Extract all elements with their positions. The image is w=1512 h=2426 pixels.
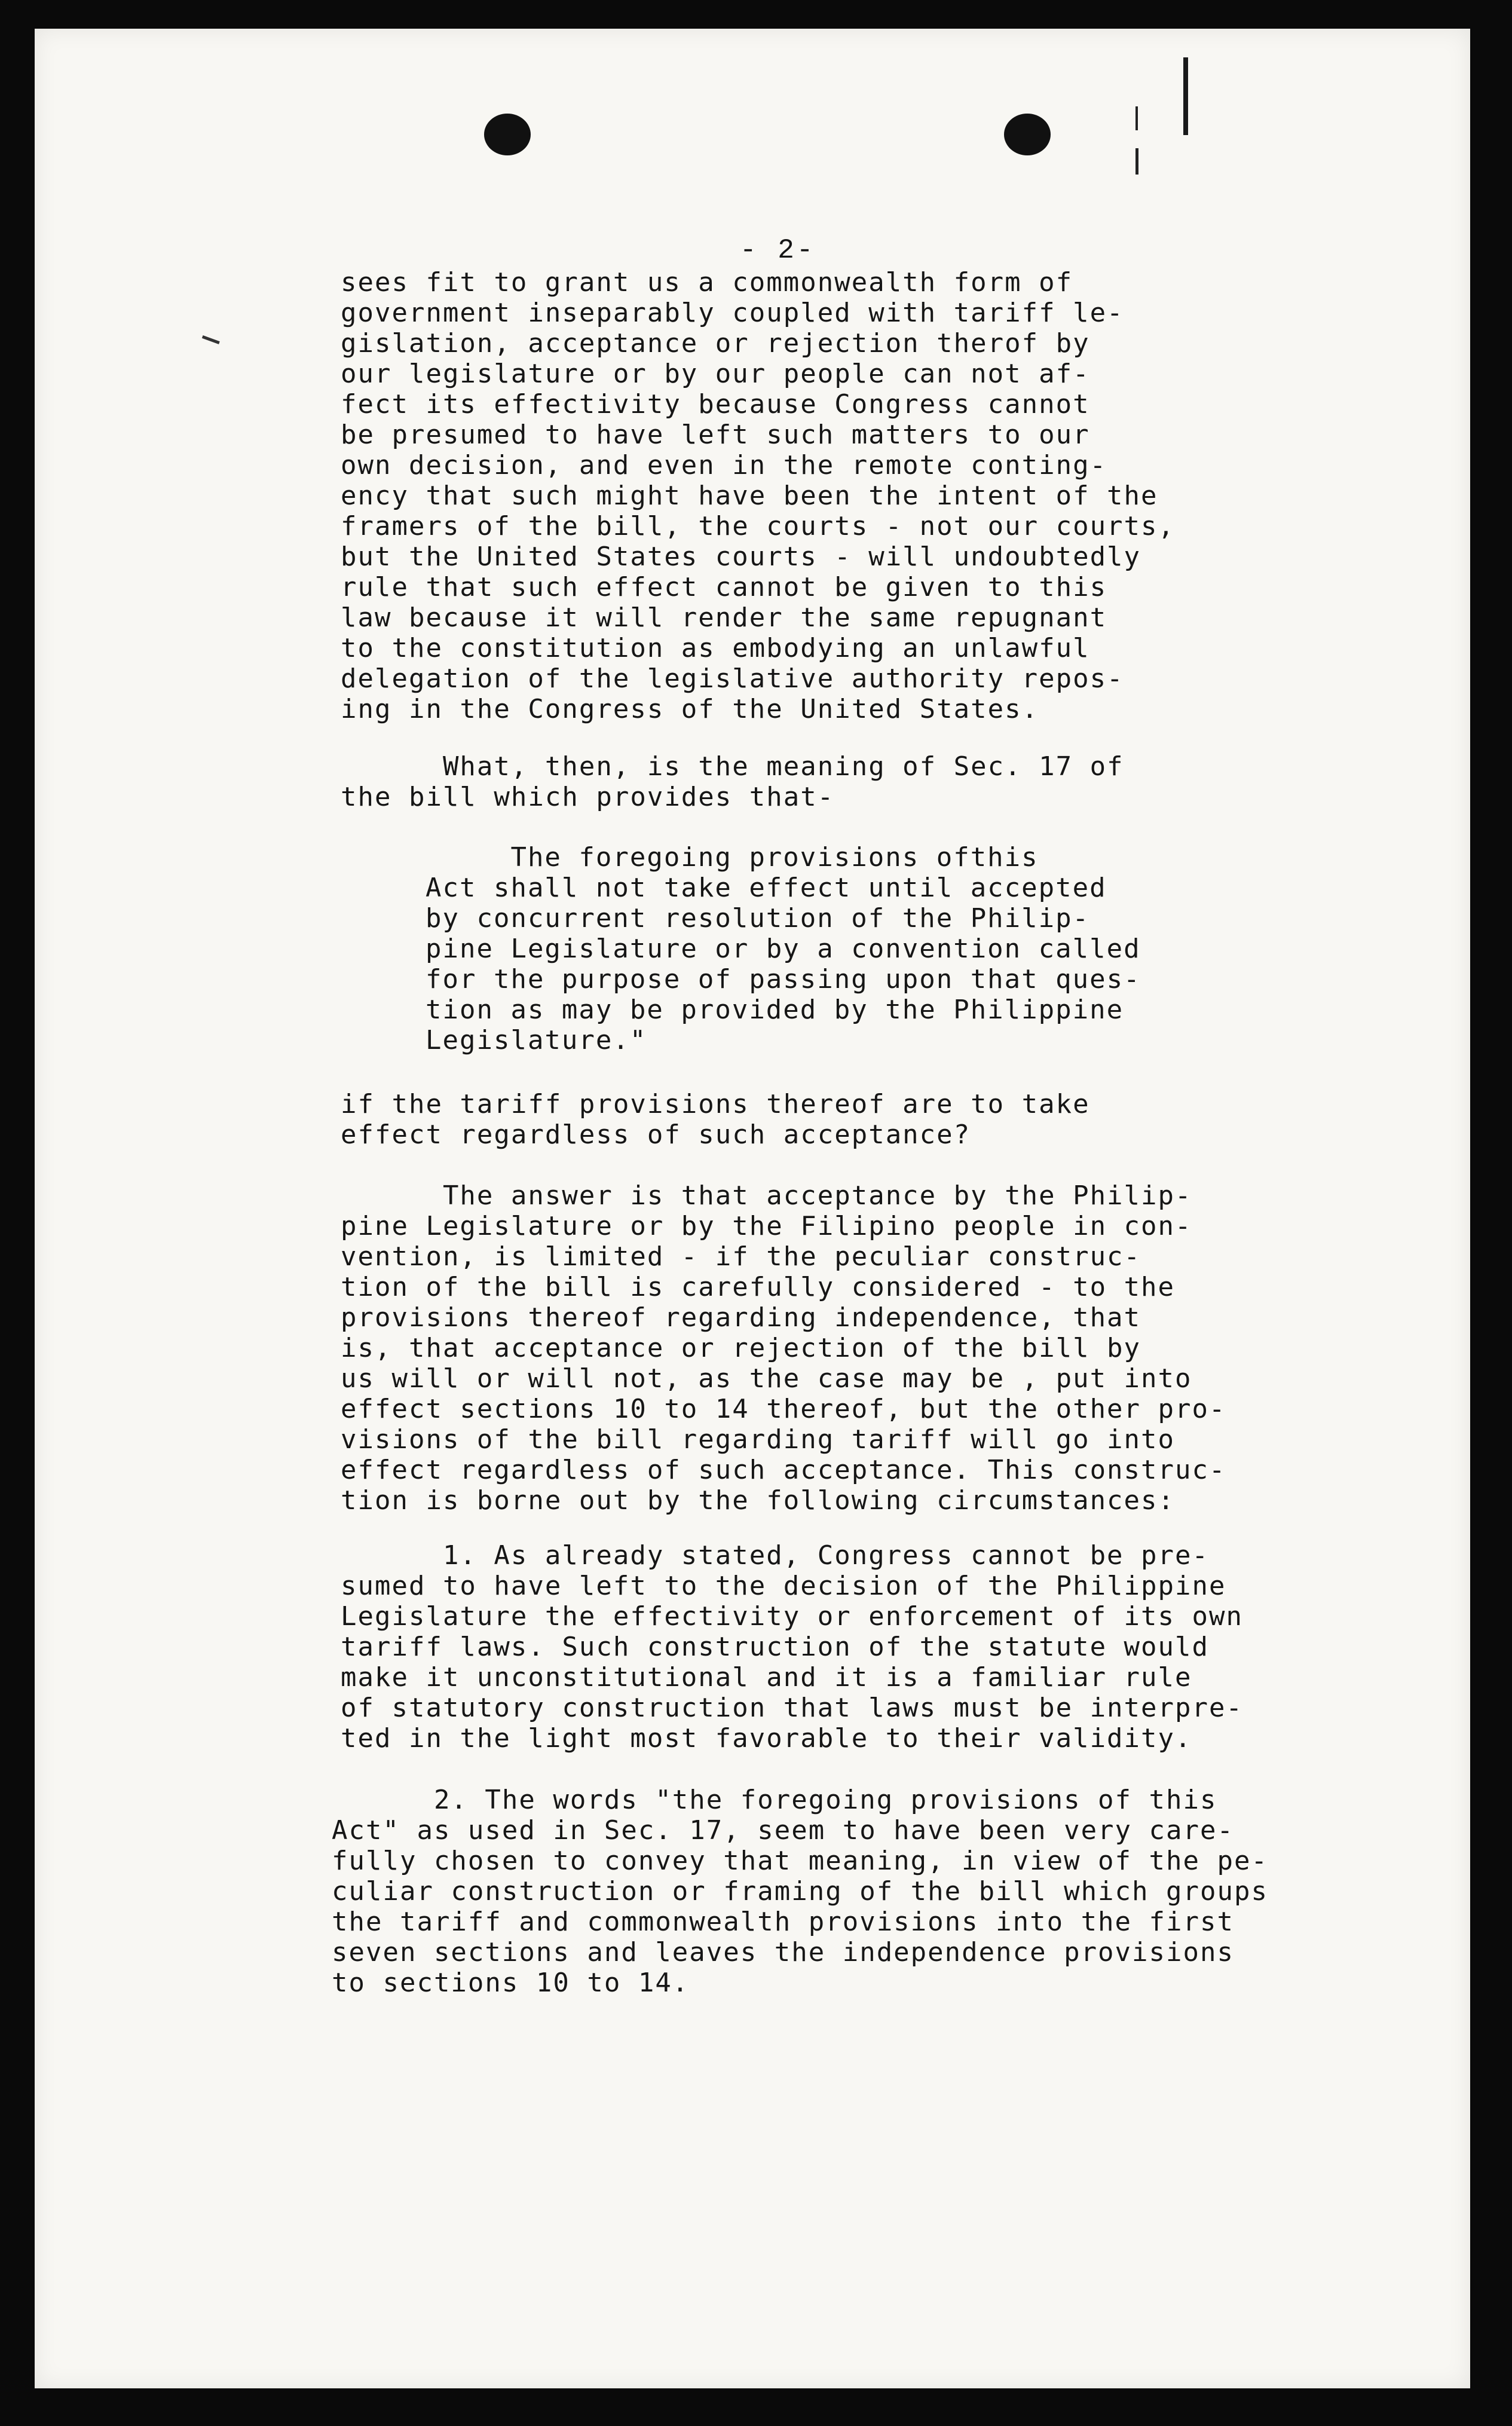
text-line: Act shall not take effect until accepted [426, 873, 1107, 903]
text-line: but the United States courts - will undoubtedly [341, 542, 1141, 572]
page-number: - 2- [740, 235, 816, 266]
text-line: fully chosen to convey that meaning, in view of the pe- [332, 1846, 1268, 1876]
text-line: effect sections 10 to 14 thereof, but the other pro- [341, 1394, 1226, 1424]
text-line: culiar construction or framing of the bill which groups [332, 1876, 1268, 1907]
text-line: if the tariff provisions thereof are to take [341, 1089, 1090, 1119]
text-line: sees fit to grant us a commonwealth form of [341, 267, 1073, 298]
text-line: effect regardless of such acceptance? [341, 1119, 971, 1150]
text-line: pine Legislature or by the Filipino people in con- [341, 1211, 1192, 1241]
text-line: to sections 10 to 14. [332, 1968, 690, 1998]
text-line: of statutory construction that laws must be interpre- [341, 1693, 1243, 1723]
text-line: 1. As already stated, Congress cannot be pre- [341, 1540, 1210, 1571]
text-line: provisions thereof regarding independence, that [341, 1302, 1141, 1333]
text-line: framers of the bill, the courts - not our courts, [341, 511, 1176, 542]
text-line: ing in the Congress of the United States. [341, 694, 1039, 724]
text-line: for the purpose of passing upon that ques- [426, 964, 1141, 995]
text-line: visions of the bill regarding tariff will go into [341, 1424, 1176, 1455]
text-line: tion of the bill is carefully considered - to the [341, 1272, 1176, 1302]
text-line: by concurrent resolution of the Philip- [426, 903, 1090, 934]
text-line: ted in the light most favorable to their validity. [341, 1723, 1192, 1754]
paragraph-3 [341, 1089, 1090, 1150]
text-line: gislation, acceptance or rejection therof by [341, 328, 1090, 359]
text-line: our legislature or by our people can not af- [341, 359, 1090, 389]
text-line: make it unconstitutional and it is a familiar rule [341, 1662, 1192, 1693]
text-line: delegation of the legislative authority repos- [341, 663, 1124, 694]
paragraph-4 [341, 1180, 1226, 1516]
paragraph-5 [341, 1540, 1243, 1754]
text-line: seven sections and leaves the independence provisions [332, 1937, 1234, 1968]
block-quote [426, 842, 1141, 1056]
paragraph-6 [332, 1785, 1268, 1998]
text-line: to the constitution as embodying an unlawful [341, 633, 1090, 663]
text-line: law because it will render the same repugnant [341, 602, 1107, 633]
punch-hole-left [484, 114, 531, 155]
text-line: Legislature the effectivity or enforcement of its own [341, 1601, 1243, 1632]
paragraph-1 [341, 267, 1175, 724]
text-line: The answer is that acceptance by the Philip- [341, 1180, 1192, 1211]
text-line: tion is borne out by the following circumstances: [341, 1485, 1176, 1516]
text-line: Act" as used in Sec. 17, seem to have been very care- [332, 1815, 1234, 1846]
text-line: government inseparably coupled with tariff le- [341, 298, 1124, 328]
text-line: 2. The words "the foregoing provisions of this [332, 1785, 1217, 1815]
text-line: Legislature." [426, 1025, 647, 1056]
text-line: the tariff and commonwealth provisions into the first [332, 1907, 1234, 1937]
text-line: ency that such might have been the intent of the [341, 481, 1158, 511]
text-line: the bill which provides that- [341, 782, 835, 812]
text-line: effect regardless of such acceptance. This construc- [341, 1455, 1226, 1485]
text-line: is, that acceptance or rejection of the bill by [341, 1333, 1141, 1363]
punch-hole-right [1004, 114, 1051, 155]
paragraph-2 [341, 751, 1124, 812]
text-line: fect its effectivity because Congress cannot [341, 389, 1090, 420]
text-line: What, then, is the meaning of Sec. 17 of [341, 751, 1124, 782]
text-line: rule that such effect cannot be given to this [341, 572, 1107, 602]
text-line: The foregoing provisions ofthis [426, 842, 1039, 873]
text-line: us will or will not, as the case may be , put into [341, 1363, 1192, 1394]
text-line: vention, is limited - if the peculiar construc- [341, 1241, 1141, 1272]
text-line: sumed to have left to the decision of the Philippine [341, 1571, 1226, 1601]
text-line: tion as may be provided by the Philippine [426, 995, 1124, 1025]
text-line: be presumed to have left such matters to our [341, 420, 1090, 450]
text-line: own decision, and even in the remote conting- [341, 450, 1107, 481]
text-line: tariff laws. Such construction of the statute would [341, 1632, 1210, 1662]
text-line: pine Legislature or by a convention called [426, 934, 1141, 964]
